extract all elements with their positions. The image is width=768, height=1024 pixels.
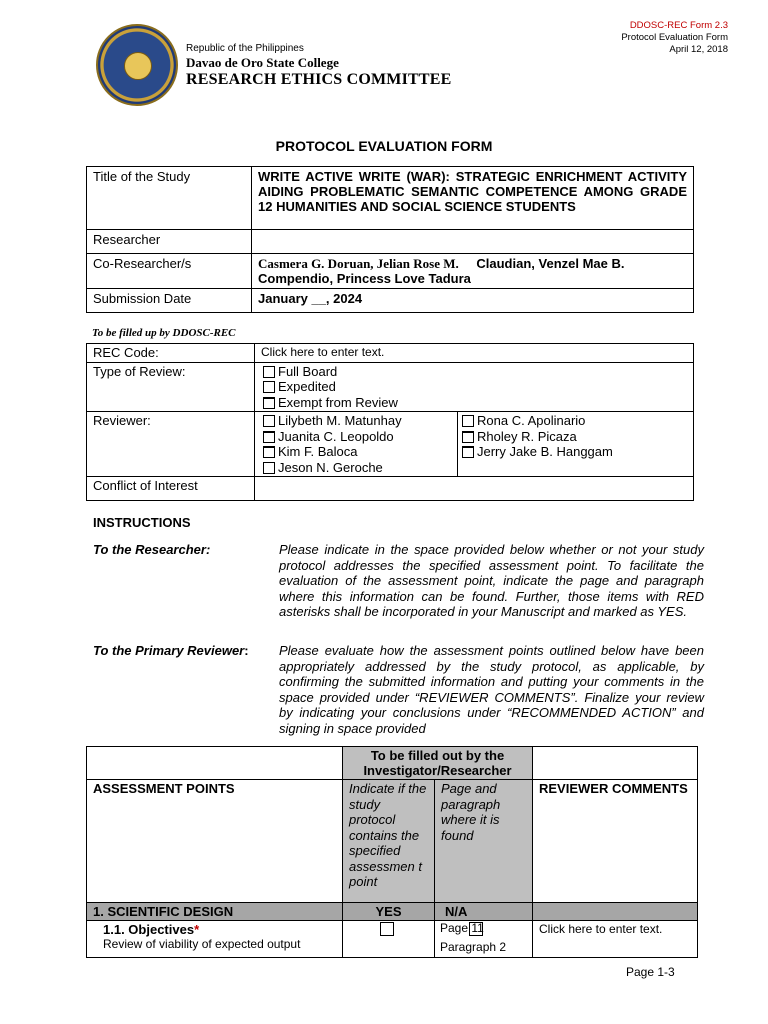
review-option[interactable] — [263, 379, 687, 395]
reviewer-name: Rona C. Apolinario — [477, 413, 586, 428]
review-option[interactable] — [263, 395, 687, 411]
review-option-label: Expedited — [278, 379, 336, 394]
assessment-table — [86, 746, 698, 958]
researcher-instruction-text: Please indicate in the space provided below whether or not your study protocol addresses the specified assessment point. To facilitate the evaluation of the assessment point, indicate the page and paragraph where this information can be found. Further, those items with RED asterisks shall be incorporated in your Manuscript and marked as YES. — [279, 542, 704, 619]
checkbox-icon[interactable] — [462, 431, 474, 443]
checkbox-icon[interactable] — [263, 366, 275, 378]
review-option-label: Full Board — [278, 363, 338, 379]
reviewer-name: Jerry Jake B. Hanggam — [477, 444, 613, 459]
yes-header: YES — [343, 903, 435, 921]
rec-table — [86, 343, 694, 501]
review-option-label: Exempt from Review — [278, 394, 398, 410]
checkbox-icon[interactable] — [263, 397, 275, 409]
reviewer-comments-header: REVIEWER COMMENTS — [533, 780, 698, 903]
title-value[interactable]: WRITE ACTIVE WRITE (WAR): STRATEGIC ENRICHMENT ACTIVITY AIDING PROBLEMATIC SEMANTIC COMPETENCE AMONG GRADE 12 HUMANITIES AND SOCIAL SCIENCE STUDENTS — [252, 167, 694, 230]
yes-cell — [343, 921, 435, 958]
form-number: DDOSC-REC Form 2.3 — [629, 20, 728, 31]
reviewer-label: Reviewer: — [87, 412, 255, 477]
coresearcher-part1: Casmera G. Doruan, Jelian Rose M. — [258, 256, 459, 271]
review-type-label: Type of Review: — [87, 362, 255, 412]
checkbox-icon[interactable] — [263, 381, 275, 393]
review-option[interactable] — [263, 364, 687, 380]
page-value: Page 11 — [440, 921, 484, 935]
conflict-label: Conflict of Interest — [87, 477, 255, 501]
title-label: Title of the Study — [87, 167, 252, 230]
letterhead — [186, 43, 452, 90]
reviewer-option[interactable] — [263, 413, 451, 429]
reviewer-name: Rholey R. Picaza — [477, 428, 577, 444]
reviewer-option[interactable] — [263, 460, 451, 476]
objectives-item — [87, 921, 343, 958]
reviewer-instruction-text: Please evaluate how the assessment points outlined below have been appropriately addressed by the study protocol, as applicable, by confirming the submitted information and putting your comments in the space provided under “REVIEWER COMMENTS”. Finalize your review by indicating your conclusions under “RECOMMENDED ACTION” and signing in space provided — [279, 643, 704, 736]
researcher-label: Researcher — [87, 230, 252, 254]
submission-label: Submission Date — [87, 289, 252, 313]
researcher-instruction-label: To the Researcher: — [93, 542, 211, 557]
college-seal-icon — [96, 24, 178, 106]
reviewer-name: Jeson N. Geroche — [278, 459, 383, 475]
investigator-header: To be filled out by the Investigator/Researcher — [343, 747, 533, 780]
conflict-input[interactable] — [255, 477, 694, 501]
objectives-title: 1.1. Objectives — [103, 922, 195, 937]
form-date: April 12, 2018 — [669, 44, 728, 55]
instructions-heading: INSTRUCTIONS — [93, 515, 191, 530]
reviewer-comment-input[interactable]: Click here to enter text. — [533, 921, 698, 958]
page-title: PROTOCOL EVALUATION FORM — [275, 138, 493, 154]
form-code-block — [621, 20, 728, 56]
college-name: Davao de Oro State College — [186, 55, 339, 70]
coresearcher-part3: Compendio, Princess Love Tadura — [258, 271, 471, 286]
study-info-table — [86, 166, 694, 313]
checkbox-icon[interactable] — [462, 446, 474, 458]
blank-header-cell — [533, 747, 698, 780]
reviewer-option[interactable] — [462, 444, 687, 460]
researcher-value[interactable] — [252, 230, 694, 254]
rec-code-label: REC Code: — [87, 344, 255, 363]
objectives-desc: Review of viability of expected output — [103, 937, 301, 951]
rec-note: To be filled up by DDOSC-REC — [92, 327, 236, 339]
submission-value[interactable]: January __, 2024 — [252, 289, 694, 313]
reviewer-name: Kim F. Baloca — [278, 444, 358, 459]
reviewer-option[interactable] — [263, 444, 451, 460]
reviewer-instruction-colon: : — [244, 643, 249, 658]
indicate-header: Indicate if the study protocol contains the specified assessmen t point — [343, 780, 435, 903]
na-header: N/A — [435, 903, 533, 921]
red-asterisk: * — [194, 922, 200, 937]
checkbox-icon[interactable] — [263, 462, 275, 474]
reviewers-left — [255, 412, 458, 477]
yes-checkbox-icon[interactable] — [380, 922, 394, 936]
checkbox-icon[interactable] — [263, 446, 275, 458]
rec-code-input[interactable]: Click here to enter text. — [255, 344, 694, 363]
coresearcher-label: Co-Researcher/s — [87, 254, 252, 289]
checkbox-icon[interactable] — [263, 431, 275, 443]
blank-header-cell — [87, 747, 343, 780]
checkbox-icon[interactable] — [263, 415, 275, 427]
paragraph-value: Paragraph 2 — [440, 940, 507, 954]
page-number: Page 1-3 — [626, 965, 675, 979]
form-name: Protocol Evaluation Form — [621, 32, 728, 43]
reviewer-name: Juanita C. Leopoldo — [278, 428, 394, 444]
reviewer-instruction-label — [93, 643, 249, 658]
section-scientific-design: 1. SCIENTIFIC DESIGN — [87, 903, 343, 921]
republic-line: Republic of the Philippines — [186, 43, 304, 54]
page-paragraph-header: Page and paragraph where it is found — [435, 780, 533, 903]
coresearcher-value[interactable] — [252, 254, 694, 289]
reviewer-option[interactable] — [462, 429, 687, 445]
checkbox-icon[interactable] — [462, 415, 474, 427]
reviewer-option[interactable] — [462, 413, 687, 429]
assessment-points-header: ASSESSMENT POINTS — [87, 780, 343, 903]
page-location[interactable] — [440, 919, 506, 957]
reviewer-instruction-label-text: To the Primary Reviewer — [93, 643, 245, 658]
reviewer-option[interactable] — [263, 429, 451, 445]
committee-name: RESEARCH ETHICS COMMITTEE — [186, 71, 452, 88]
reviewer-name: Lilybeth M. Matunhay — [278, 413, 402, 428]
coresearcher-part2: Claudian, Venzel Mae B. — [476, 256, 625, 271]
section-blank-cell — [533, 903, 698, 921]
reviewers-right — [458, 412, 694, 477]
review-type-options — [255, 362, 694, 412]
